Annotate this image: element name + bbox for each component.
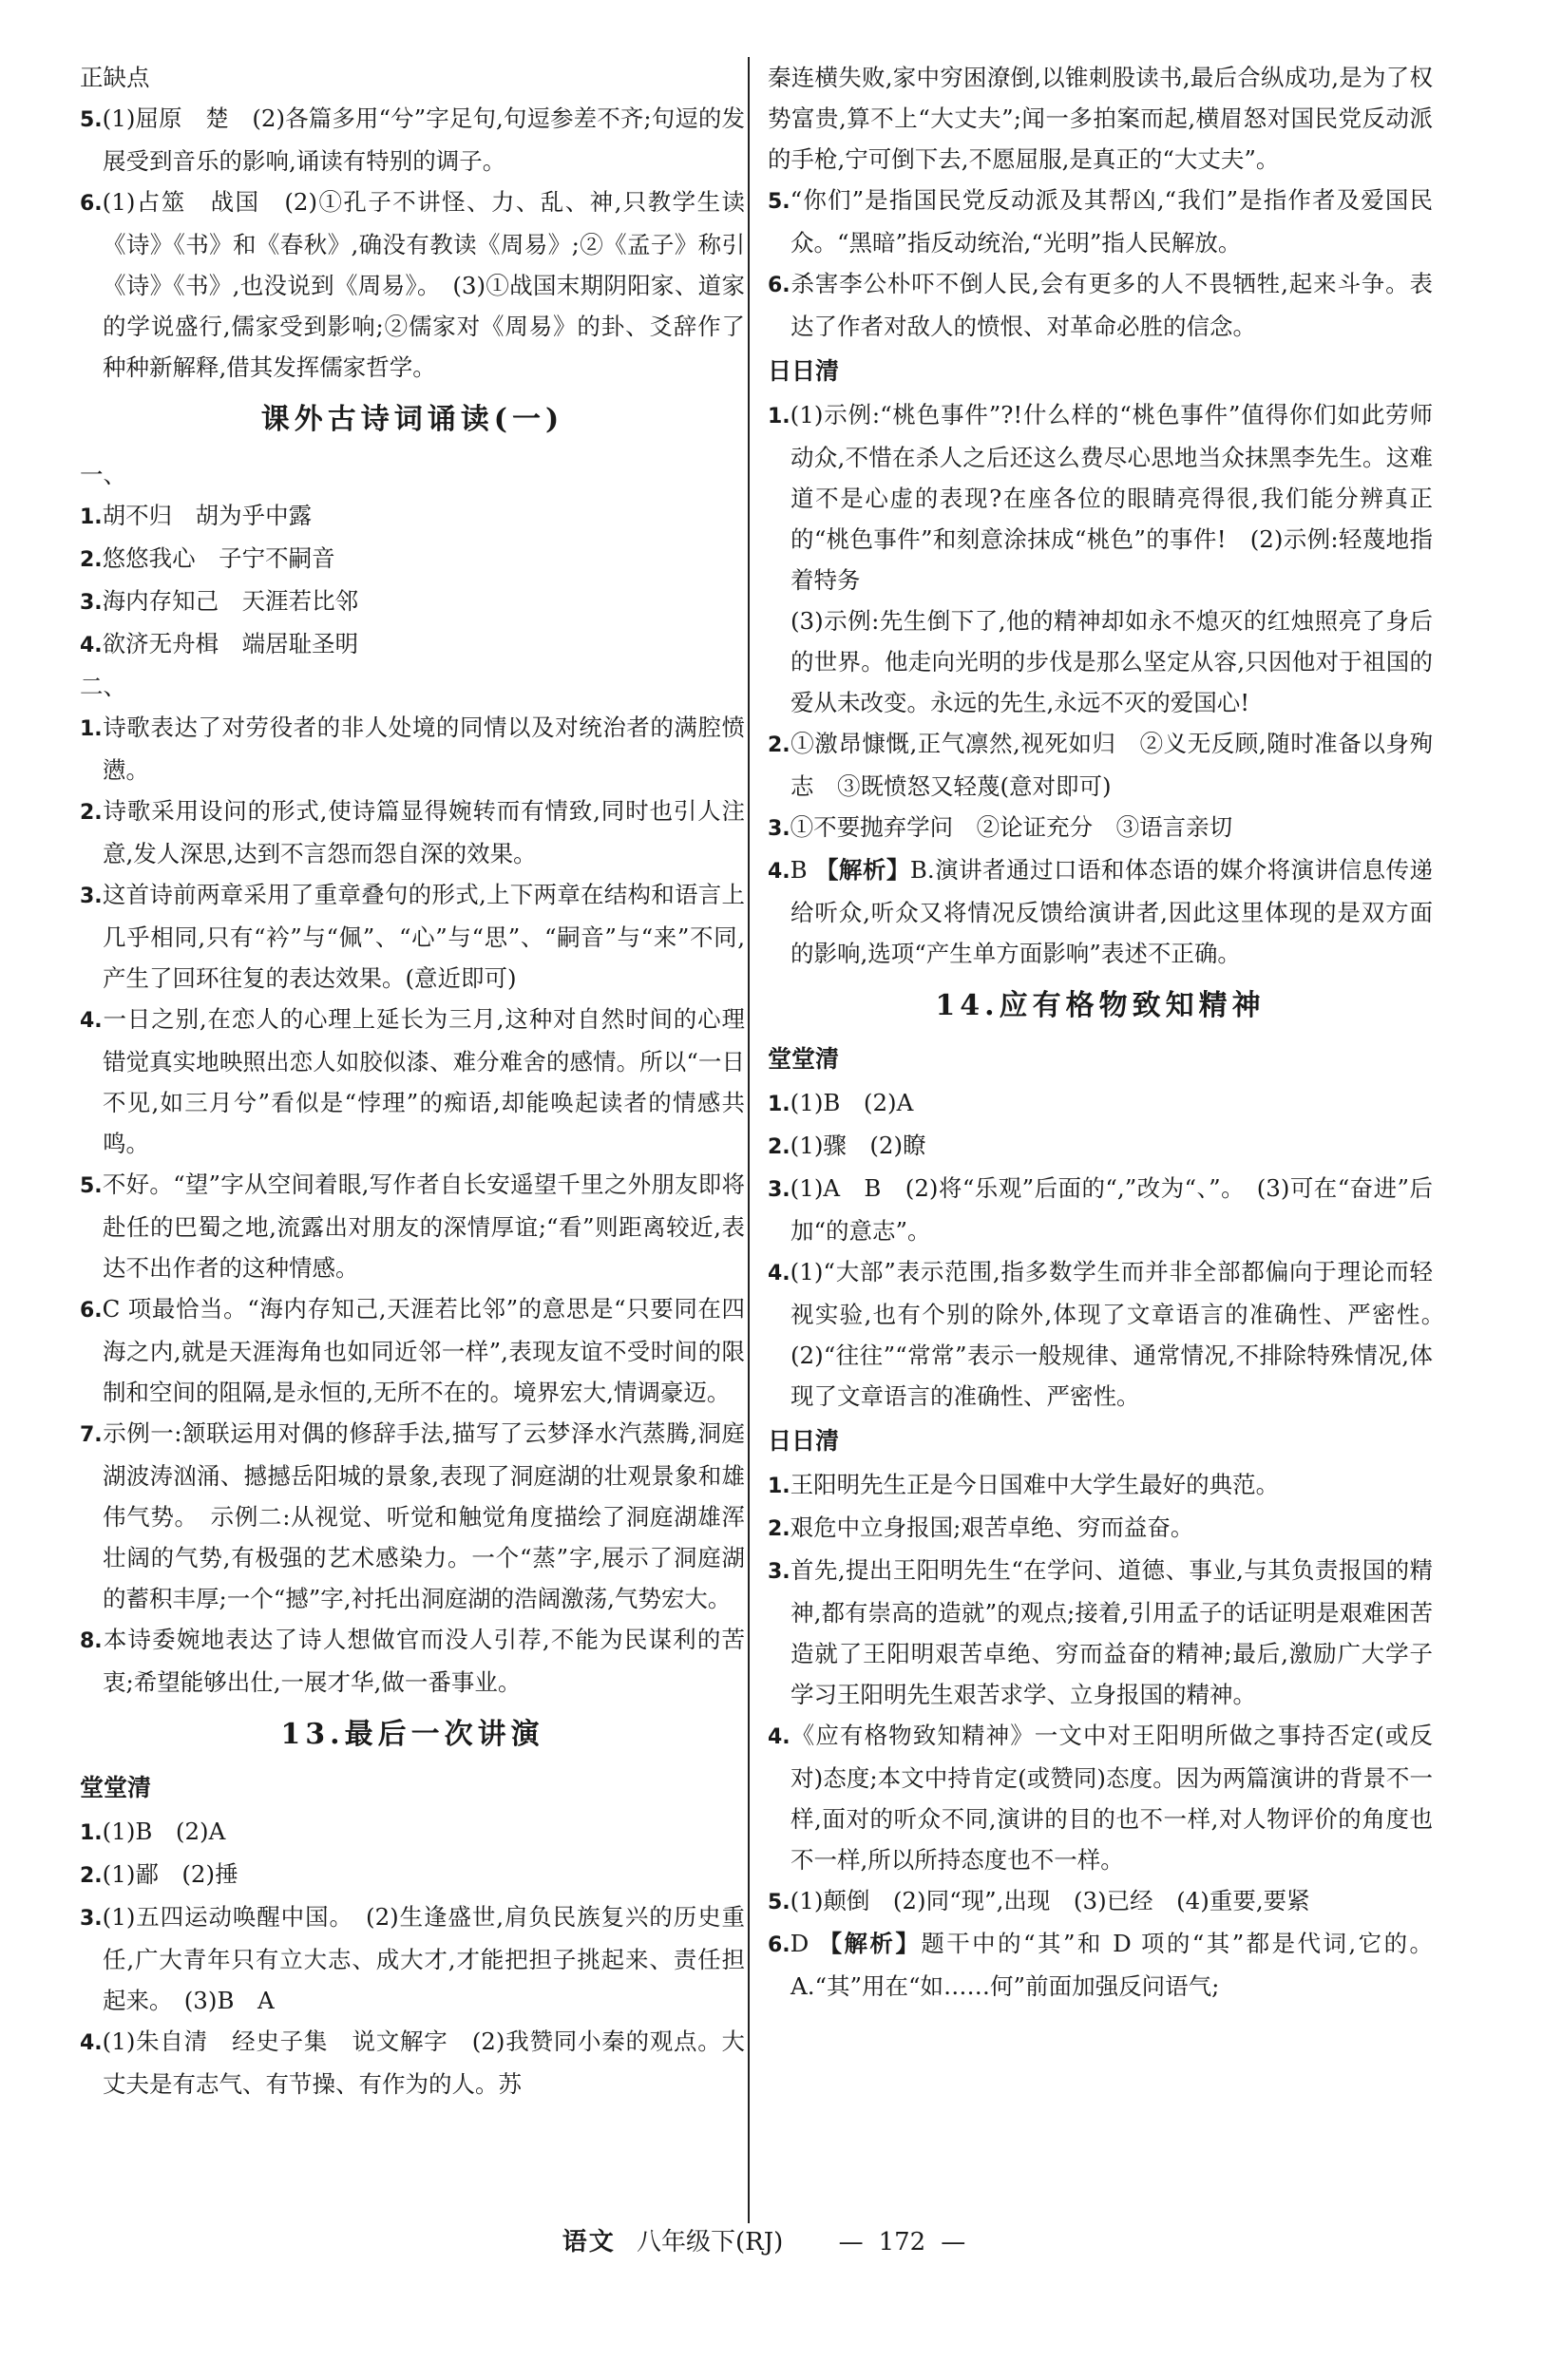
footer-dash-left: —: [838, 2228, 864, 2256]
item-number: 3.: [80, 591, 103, 615]
item-number: 4.: [768, 1262, 791, 1285]
answer-item: [80, 874, 745, 999]
item-number: 5.: [768, 190, 791, 214]
item-text: 题干中的“其”和 D 项的“其”都是代词,它的。A.“其”用在“如……何”前面加强反问语气;: [791, 1930, 1434, 2000]
answer-item: [80, 538, 745, 581]
answer-item: [768, 1507, 1433, 1550]
page-number: 172: [878, 2228, 926, 2256]
answer-item: [80, 495, 745, 538]
subsection-title: 日日清: [768, 1427, 840, 1455]
item-text: 欲济无舟楫 端居耻圣明: [102, 630, 359, 657]
answer-item: [80, 1288, 745, 1413]
item-text: 不好。“望”字从空间着眼,写作者自长安遥望千里之外朋友即将赴任的巴蜀之地,流露出对朋友的深情厚谊;“看”则距离较近,表达不出作者的这种情感。: [102, 1171, 745, 1282]
answer-item: [768, 1125, 1433, 1168]
item-number: 3.: [768, 1560, 791, 1584]
answer-item: [80, 181, 745, 388]
item-text: 胡不归 胡为乎中露: [102, 502, 313, 529]
item-text: B.演讲者通过口语和体态语的媒介将演讲信息传递给听众,听众又将情况反馈给演讲者,因此这里体现的是双方面的影响,选项“产生单方面影响”表述不正确。: [791, 856, 1434, 967]
item-text: 王阳明先生正是今日国难中大学生最好的典范。: [790, 1471, 1280, 1498]
answer-item: [768, 1251, 1457, 1417]
item-number: 2.: [768, 1517, 791, 1541]
column-divider: [748, 57, 750, 2223]
answer-item: [768, 57, 1433, 180]
item-number: 4.: [768, 1725, 791, 1749]
item-text: 诗歌采用设问的形式,使诗篇显得婉转而有情致,同时也引人注意,发人深思,达到不言怨而怨自深的效果。: [102, 797, 745, 867]
answer-item: [80, 2021, 745, 2104]
item-number: 6.: [768, 274, 791, 297]
answer-item: [768, 807, 1433, 849]
item-number: 3.: [768, 817, 791, 841]
answer-item: [768, 1715, 1433, 1880]
answer-item: [768, 1880, 1433, 1923]
analysis-tag: 【解析】: [814, 856, 910, 884]
item-text: C 项最恰当。“海内存知己,天涯若比邻”的意思是“只要同在四海之内,就是天涯海角也如同近邻一样”,表现友谊不受时间的限制和空间的阻隔,是永恒的,无所不在的。境界宏大,情调豪迈。: [102, 1295, 745, 1406]
item-number: 4.: [80, 1009, 103, 1033]
answer-item: [768, 723, 1433, 807]
answer-item: [768, 1464, 1433, 1507]
item-number: 1.: [768, 1475, 791, 1498]
item-number: 2.: [768, 1135, 791, 1159]
answer-item: [80, 707, 745, 790]
answer-item: [80, 790, 745, 874]
item-text: ①激昂慷慨,正气凛然,视死如归 ②义无反顾,随时准备以身殉志 ③既愤怒又轻蔑(意对即可): [790, 730, 1433, 800]
item-number: 6.: [80, 192, 103, 216]
item-number: 2.: [768, 733, 791, 757]
left-column: [80, 57, 745, 2104]
item-text: 示例一:颔联运用对偶的修辞手法,描写了云梦泽水汽蒸腾,洞庭湖波涛汹涌、撼撼岳阳城的景象,表现了洞庭湖的壮观景象和雄伟气势。 示例二:从视觉、听觉和触觉角度描绘了洞庭湖雄浑壮阔的气势,有极强的艺术感染力。一个“蒸”字,展示了洞庭湖的蓄积丰厚;一个“撼”字,衬托出洞庭湖的浩阔激荡,气势宏大。: [102, 1419, 745, 1612]
item-text: 艰危中立身报国;艰苦卓绝、穷而益奋。: [790, 1514, 1194, 1541]
subsection-title: 堂堂清: [80, 1774, 152, 1801]
answer-item: [768, 1168, 1433, 1251]
item-text: (1)A B (2)将“乐观”后面的“,”改为“、”。 (3)可在“奋进”后加“的意志”。: [790, 1174, 1433, 1245]
answer-item: [80, 98, 745, 181]
answer-item: [768, 1923, 1433, 2007]
item-text: 一、: [80, 461, 126, 488]
footer-subject: 语文: [562, 2228, 616, 2256]
item-number: 7.: [80, 1423, 103, 1447]
item-text: (1)占筮 战国 (2)①孔子不讲怪、力、乱、神,只教学生读《诗》《书》和《春秋》,确没有教读《周易》;②《孟子》称引《诗》《书》,也没说到《周易》。 (3)①战国末期阴阳家、道家的学说盛行,儒家受到影响;②儒家对《周易》的卦、爻辞作了种种新解释,借其发挥儒家哲学。: [102, 188, 745, 381]
item-number: 8.: [80, 1629, 103, 1653]
item-number: 5.: [80, 1174, 103, 1198]
right-column: [768, 57, 1457, 2007]
item-text: 杀害李公朴吓不倒人民,会有更多的人不畏牺牲,起来斗争。表达了作者对敌人的愤恨、对革命必胜的信念。: [790, 270, 1433, 340]
answer-item: [768, 263, 1433, 347]
item-text: (1)B (2)A: [790, 1089, 914, 1116]
item-number: 1.: [80, 1821, 103, 1845]
item-number: 1.: [80, 717, 103, 741]
item-text: 悠悠我心 子宁不嗣音: [102, 544, 335, 572]
answer-item: [80, 1164, 745, 1288]
item-text: (1)“大部”表示范围,指多数学生而并非全部都偏向于理论而轻视实验,也有个别的除外,体现了文章语言的准确性、严密性。 (2)“往往”“常常”表示一般规律、通常情况,不排除特殊情况,体现了文章语言的准确性、严密性。: [790, 1258, 1457, 1410]
item-text: 海内存知己 天涯若比邻: [102, 587, 359, 615]
item-number: 4.: [80, 2031, 103, 2055]
answer-choice: D: [790, 1930, 810, 1957]
item-text: (1)B (2)A: [102, 1818, 226, 1845]
item-number: 5.: [80, 108, 103, 132]
item-number: 2.: [80, 548, 103, 572]
item-text: (1)五四运动唤醒中国。 (2)生逢盛世,肩负民族复兴的历史重任,广大青年只有立大志、成大才,才能把担子挑起来、责任担起来。 (3)B A: [102, 1903, 745, 2014]
answer-item: [80, 581, 745, 623]
analysis-tag: 【解析】: [818, 1930, 922, 1957]
answer-item: [768, 394, 1433, 600]
item-text: (1)屈原 楚 (2)各篇多用“兮”字足句,句逗参差不齐;句逗的发展受到音乐的影响,诵读有特别的调子。: [102, 105, 745, 175]
item-text: 正缺点: [80, 64, 150, 91]
item-number: 5.: [768, 1891, 791, 1914]
item-text: 首先,提出王阳明先生“在学问、道德、事业,与其负责报国的精神,都有崇高的造就”的观点;接着,引用孟子的话证明是艰难困苦造就了王阳明艰苦卓绝、穷而益奋的精神;最后,激励广大学子学习王阳明先生艰苦求学、立身报国的精神。: [790, 1556, 1433, 1708]
item-text: (1)朱自清 经史子集 说文解字 (2)我赞同小秦的观点。大丈夫是有志气、有节操、有作为的人。苏: [102, 2028, 745, 2098]
item-number: 4.: [768, 860, 791, 884]
item-text: 本诗委婉地表达了诗人想做官而没人引荐,不能为民谋利的苦衷;希望能够出仕,一展才华,做一番事业。: [102, 1626, 745, 1696]
item-number: 1.: [80, 505, 103, 529]
answer-item: [80, 666, 745, 707]
item-number: 3.: [80, 1907, 103, 1931]
answer-item: [80, 454, 745, 495]
answer-item: [80, 1854, 745, 1896]
subsection-title: 堂堂清: [768, 1045, 840, 1073]
answer-choice: B: [790, 856, 808, 884]
item-number: 2.: [80, 1864, 103, 1888]
footer-grade: 八年级下(RJ): [637, 2228, 784, 2256]
answer-item: [768, 600, 1433, 723]
answer-item: [768, 1550, 1433, 1715]
answer-item: [80, 1619, 745, 1703]
item-text: 秦连横失败,家中穷困潦倒,以锥刺股读书,最后合纵成功,是为了权势富贵,算不上“大丈夫”;闻一多拍案而起,横眉怒对国民党反动派的手枪,宁可倒下去,不愿屈服,是真正的“大丈夫”。: [768, 64, 1433, 173]
section-heading: 14.应有格物致知精神: [935, 989, 1266, 1022]
item-number: 3.: [80, 885, 103, 908]
answer-item: [768, 1082, 1433, 1125]
answer-item: [80, 1811, 745, 1854]
answer-item: [80, 1896, 745, 2021]
item-text: 《应有格物致知精神》一文中对王阳明所做之事持否定(或反对)态度;本文中持肯定(或赞同)态度。因为两篇演讲的背景不一样,面对的听众不同,演讲的目的也不一样,对人物评价的角度也不一样,所以所持态度也不一样。: [790, 1722, 1433, 1874]
footer-dash-right: —: [941, 2228, 966, 2256]
answer-item: [80, 57, 745, 98]
item-number: 6.: [768, 1933, 791, 1957]
subsection-title: 日日清: [768, 357, 840, 385]
item-text: “你们”是指国民党反动派及其帮凶,“我们”是指作者及爱国民众。“黑暗”指反动统治,“光明”指人民解放。: [790, 186, 1433, 257]
item-text: 诗歌表达了对劳役者的非人处境的同情以及对统治者的满腔愤懑。: [102, 714, 745, 784]
answer-item: [768, 180, 1433, 263]
answer-item: [80, 999, 745, 1164]
item-text: (1)鄙 (2)捶: [102, 1860, 238, 1888]
item-number: 1.: [768, 405, 791, 428]
item-number: 6.: [80, 1299, 103, 1323]
item-text: (1)骤 (2)瞭: [790, 1132, 926, 1159]
answer-item: [80, 1413, 745, 1619]
page-footer: [0, 2223, 1543, 2261]
item-text: 这首诗前两章采用了重章叠句的形式,上下两章在结构和语言上几乎相同,只有“衿”与“佩”、“心”与“思”、“嗣音”与“来”不同,产生了回环往复的表达效果。(意近即可): [102, 881, 745, 992]
answer-item: [80, 623, 745, 666]
item-number: 4.: [80, 634, 103, 657]
answer-item: [768, 849, 1433, 974]
item-text: 二、: [80, 673, 126, 700]
item-text: (1)颠倒 (2)同“现”,出现 (3)已经 (4)重要,要紧: [790, 1887, 1310, 1914]
section-heading: 课外古诗词诵读(一): [260, 403, 564, 436]
item-text: ①不要抛弃学问 ②论证充分 ③语言亲切: [790, 813, 1233, 841]
item-number: 1.: [768, 1093, 791, 1116]
item-text: (1)示例:“桃色事件”?!什么样的“桃色事件”值得你们如此劳师动众,不惜在杀人之后还这么费尽心思地当众抹黑李先生。这难道不是心虚的表现?在座各位的眼睛亮得很,我们能分辨真正的“桃色事件”和刻意涂抹成“桃色”的事件! (2)示例:轻蔑地指着特务: [790, 401, 1433, 594]
item-number: 2.: [80, 801, 103, 825]
section-heading: 13.最后一次讲演: [280, 1718, 544, 1751]
item-text: (3)示例:先生倒下了,他的精神却如永不熄灭的红烛照亮了身后的世界。他走向光明的步伐是那么坚定从容,只因他对于祖国的爱从未改变。永远的先生,永远不灭的爱国心!: [791, 607, 1433, 716]
item-number: 3.: [768, 1178, 791, 1202]
item-text: 一日之别,在恋人的心理上延长为三月,这种对自然时间的心理错觉真实地映照出恋人如胶似漆、难分难舍的感情。所以“一日不见,如三月兮”看似是“悖理”的痴语,却能唤起读者的情感共鸣。: [102, 1005, 745, 1157]
